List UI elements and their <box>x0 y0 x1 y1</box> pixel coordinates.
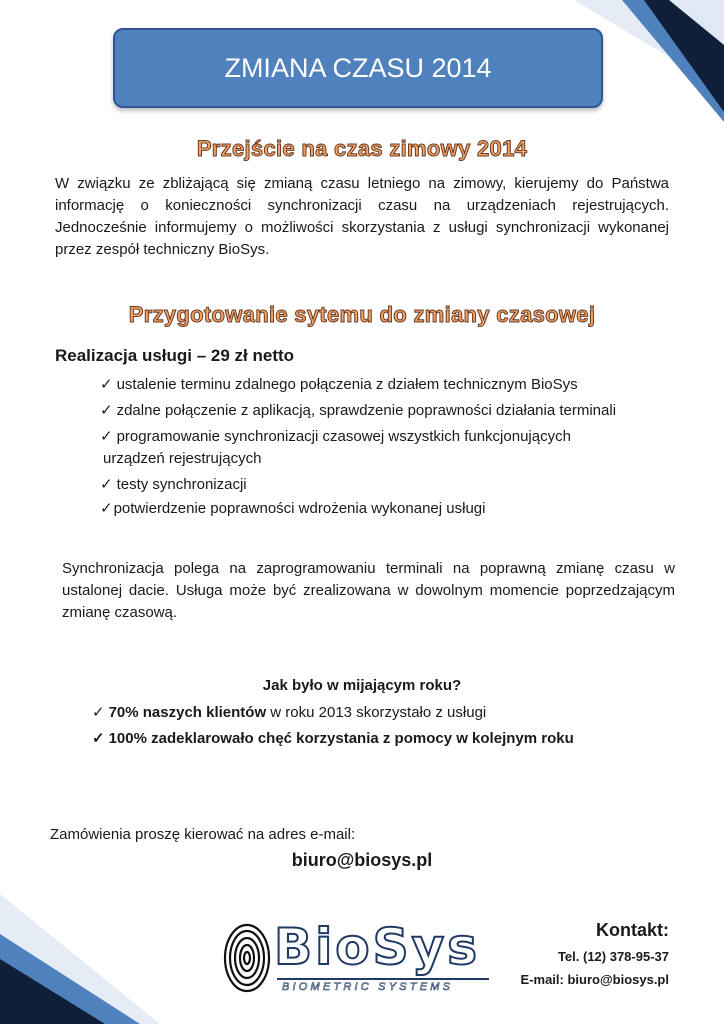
section-heading-winter-time: Przejście na czas zimowy 2014 <box>196 136 528 161</box>
page-title: ZMIANA CZASU 2014 <box>224 52 492 83</box>
checkmark-icon: ✓ <box>92 730 105 747</box>
biosys-logo <box>222 918 492 1000</box>
list-item: ✓ ustalenie terminu zdalnego połączenia z działem technicznym BioSys <box>100 376 578 393</box>
list-item: ✓potwierdzenie poprawności wdrożenia wykonanej usługi <box>100 500 486 517</box>
list-item-continuation: urządzeń rejestrujących <box>103 450 262 467</box>
checkmark-icon: ✓ <box>100 476 113 493</box>
logo-tagline: BIOMETRIC SYSTEMS <box>282 981 454 993</box>
checkmark-icon: ✓ <box>100 376 113 393</box>
checkmark-icon: ✓ <box>100 428 113 445</box>
list-item: ✓ programowanie synchronizacji czasowej wszystkich funkcjonujących <box>100 428 571 445</box>
checkmark-icon: ✓ <box>100 402 113 419</box>
contact-title: Kontakt: <box>596 920 669 940</box>
service-price-title: Realizacja usługi – 29 zł netto <box>55 346 295 365</box>
list-item: ✓ testy synchronizacji <box>100 476 247 493</box>
title-banner <box>113 28 603 108</box>
fingerprint-icon <box>222 922 272 994</box>
stats-item: ✓ 100% zadeklarowało chęć korzystania z pomocy w kolejnym roku <box>92 730 574 747</box>
section-heading-preparation: Przygotowanie sytemu do zmiany czasowej <box>128 302 596 327</box>
bottom-left-corner-decoration <box>0 874 170 1024</box>
checkmark-icon: ✓ <box>100 500 113 517</box>
intro-paragraph: W związku ze zbliżającą się zmianą czasu letniego na zimowy, kierujemy do Państwa informację o konieczności synchronizacji czasu na urządzeniach rejestrujących. Jednocześnie informujemy o możliwości skorzystania z usługi synchronizacji wykonanej przez zespół techniczny BioSys. <box>55 175 669 258</box>
order-email-link[interactable]: biuro@biosys.pl <box>291 850 433 870</box>
stats-item: ✓ 70% naszych klientów w roku 2013 skorzystało z usługi <box>92 704 487 721</box>
logo-wordmark: BioSys <box>274 918 480 976</box>
logo-divider <box>277 978 489 980</box>
contact-phone[interactable]: Tel. (12) 378-95-37 <box>557 949 669 964</box>
sync-description: Synchronizacja polega na zaprogramowaniu terminali na poprawną zmianę czasu w ustalonej dacie. Usługa może być zrealizowana w dowolnym momencie poprzedzającym zmianę czasową. <box>62 560 675 621</box>
checkmark-icon: ✓ <box>92 704 105 721</box>
list-item: ✓ zdalne połączenie z aplikacją, sprawdzenie poprawności działania terminali <box>100 402 617 419</box>
stats-title: Jak było w mijającym roku? <box>262 677 462 694</box>
contact-email[interactable]: E-mail: biuro@biosys.pl <box>520 972 669 987</box>
order-instruction: Zamówienia proszę kierować na adres e-mail: <box>50 826 356 843</box>
